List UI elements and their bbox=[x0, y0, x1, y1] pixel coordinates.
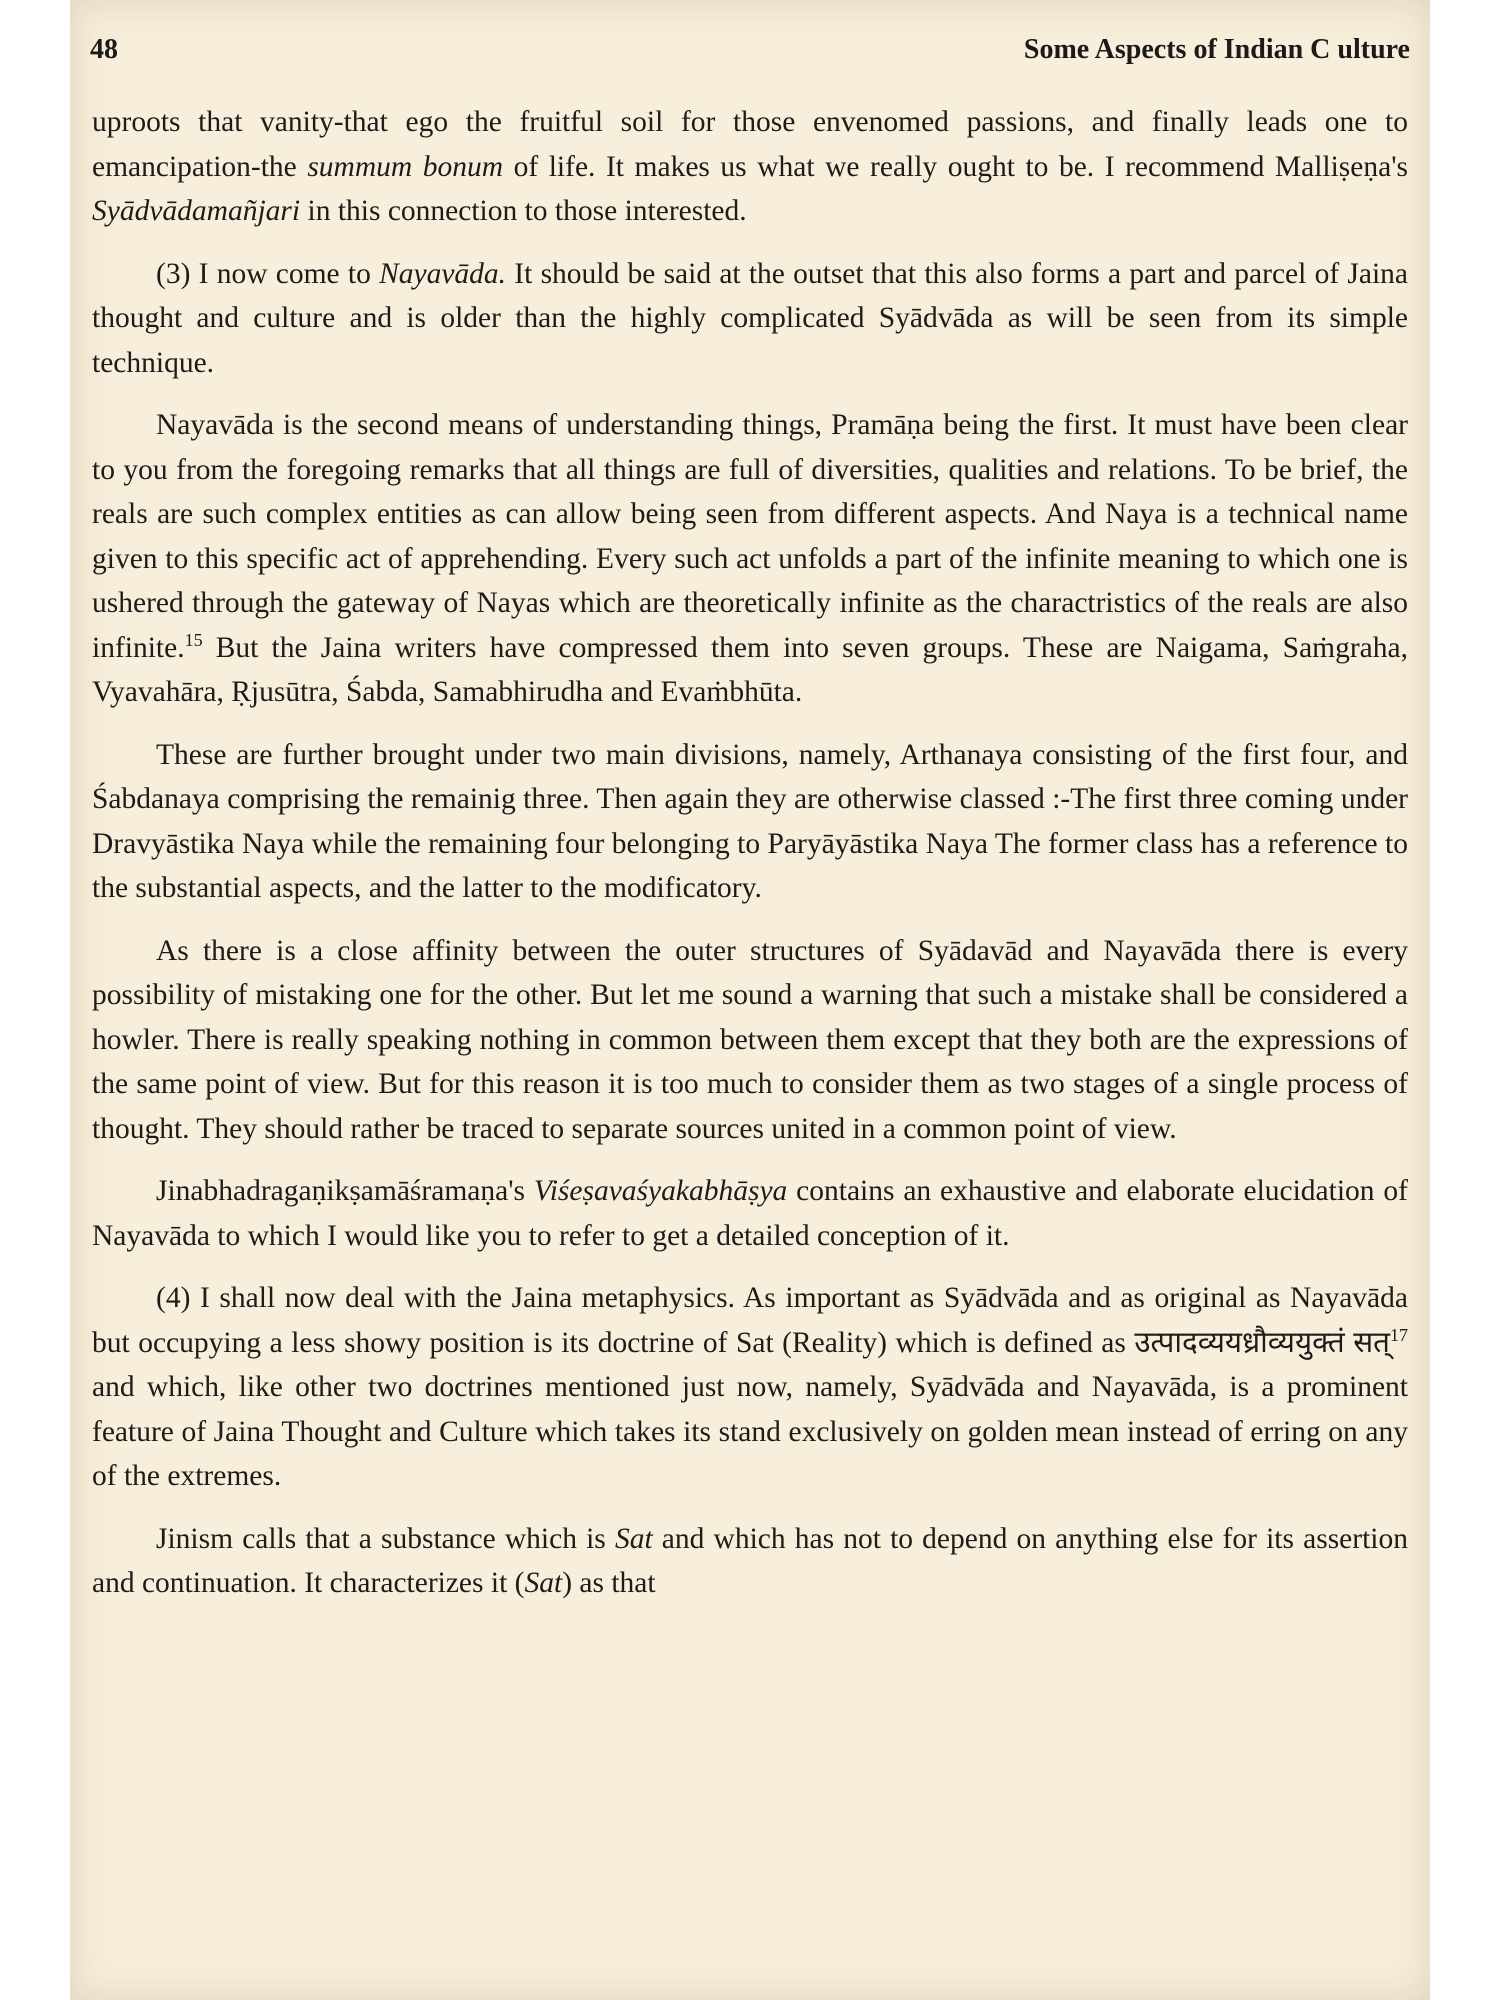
paragraph bbox=[92, 1169, 1408, 1258]
paragraph bbox=[92, 403, 1408, 715]
text-run: (3) I now come to bbox=[156, 257, 380, 290]
text-run: But the Jaina writers have compressed them into seven groups. These are Naigama, Saṁgraha, Vyavahāra, Ṛjusūtra, Śabda, Samabhirudha and Evaṁbhūta. bbox=[92, 631, 1408, 708]
page-number: 48 bbox=[90, 34, 118, 65]
paragraph bbox=[92, 100, 1408, 234]
text-run: Jinabhadragaṇikṣamāśramaṇa's bbox=[156, 1175, 534, 1207]
text-run: (4) I shall now deal with the Jaina metaphysics. As important as Syādvāda and as original as Nayavāda but occupying a less showy position is its doctrine of Sat (Reality) which is defined as उत्पादव्ययध्रौव्ययुक्तं सत् bbox=[92, 1282, 1408, 1359]
text-run: contains an exhaustive and elaborate elucidation of Nayavāda to which I would like you to refer to get a detailed conception of it. bbox=[92, 1175, 1408, 1252]
italic-text: summum bonum bbox=[307, 150, 504, 183]
page-header bbox=[90, 34, 1410, 74]
text-run: ) as that bbox=[562, 1567, 656, 1599]
italic-text: Nayavāda. bbox=[379, 257, 507, 290]
text-run: and which, like other two doctrines mentioned just now, namely, Syādvāda and Nayavāda, is a prominent feature of Jaina Thought and Culture which takes its stand exclusively on golden mean instead of erring on any of the extremes. bbox=[92, 1371, 1408, 1492]
text-run: These are further brought under two main divisions, namely, Arthanaya consisting of the first four, and Śabdanaya comprising the remainig three. Then again they are otherwise classed :-The first three coming under Dravyāstika Naya while the remaining four belonging to Paryāyāstika Naya The former class has a reference to the substantial aspects, and the latter to the modificatory. bbox=[92, 738, 1408, 904]
text-run: and which has not to depend on anything else for its assertion and continuation. It characterizes it ( bbox=[92, 1522, 1408, 1599]
footnote-marker: 15 bbox=[184, 629, 203, 650]
text-run: Nayavāda is the second means of understanding things, Pramāṇa being the first. It must have been clear to you from the foregoing remarks that all things are full of diversities, qualities and relations. To be brief, the reals are such complex entities as can allow being seen from different aspects. And Naya is a technical name given to this specific act of apprehending. Every such act unfolds a part of the infinite meaning to which one is ushered through the gateway of Nayas which are theoretically infinite as the charactristics of the reals are also infinite. bbox=[92, 409, 1408, 664]
italic-text: Syādvādamañjari bbox=[92, 195, 301, 227]
paragraph bbox=[92, 1276, 1408, 1499]
running-title: Some Aspects of Indian C ulture bbox=[1023, 34, 1410, 65]
text-run: It should be said at the outset that this also forms a part and parcel of Jaina thought and culture and is older than the highly complicated Syādvāda as will be seen from its simple technique. bbox=[92, 257, 1408, 379]
paragraph bbox=[92, 733, 1408, 911]
paragraph bbox=[92, 929, 1408, 1152]
paragraph bbox=[92, 252, 1408, 386]
italic-text: Sat bbox=[614, 1522, 653, 1555]
footnote-marker: 17 bbox=[1390, 1324, 1408, 1345]
book-page bbox=[70, 0, 1430, 2000]
body-text bbox=[92, 100, 1408, 1624]
text-run: of life. It makes us what we really ought to be. I recommend Malliṣeṇa's bbox=[503, 150, 1408, 183]
text-run: As there is a close affinity between the outer structures of Syādavād and Nayavāda there is every possibility of mistaking one for the other. But let me sound a warning that such a mistake shall be considered a howler. There is really speaking nothing in common between them except that they both are the expressions of the same point of view. But for this reason it is too much to consider them as two stages of a single process of thought. They should rather be traced to separate sources united in a common point of view. bbox=[92, 934, 1408, 1145]
text-run: in this connection to those interested. bbox=[300, 195, 747, 227]
paragraph bbox=[92, 1517, 1408, 1606]
text-run: uproots that vanity-that ego the fruitful soil for those envenomed passions, and finally leads one to emancipation-the bbox=[92, 106, 1408, 183]
italic-text: Viśeṣavaśyakabhāṣya bbox=[533, 1175, 788, 1207]
text-run: Jinism calls that a substance which is bbox=[156, 1522, 615, 1555]
italic-text: Sat bbox=[524, 1567, 563, 1599]
